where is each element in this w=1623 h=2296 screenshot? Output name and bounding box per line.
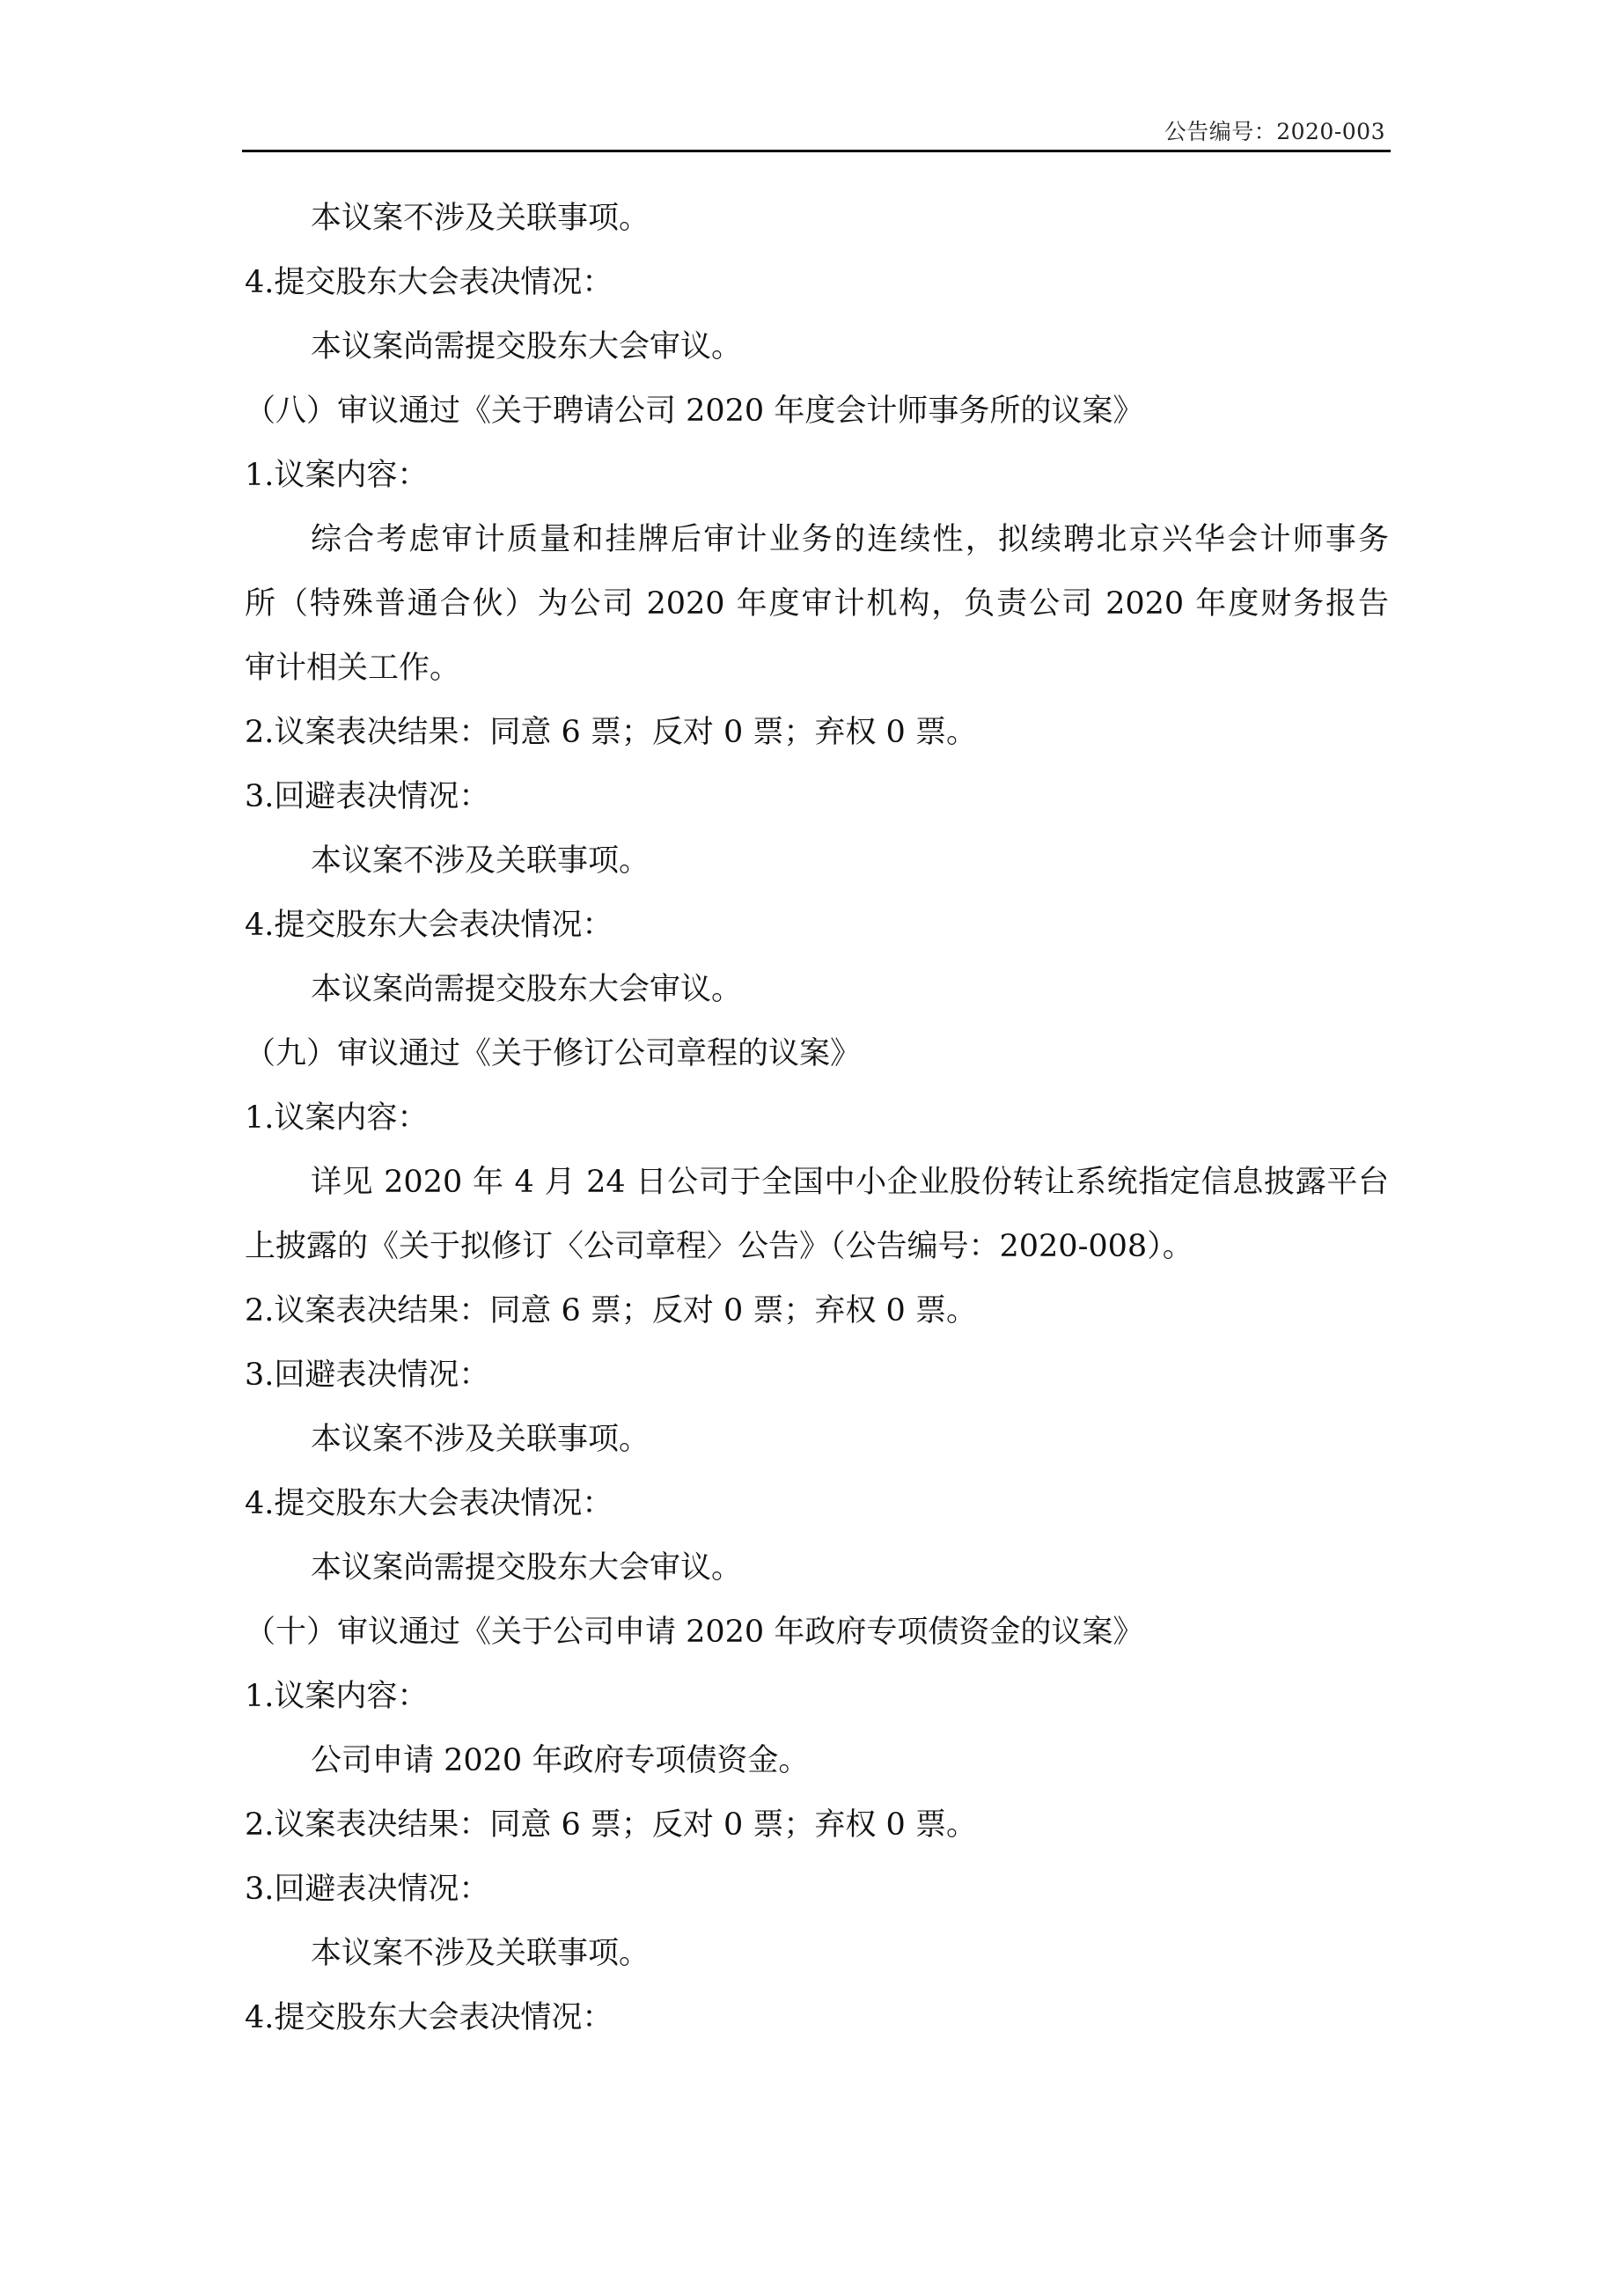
item-heading: 1.议案内容： [245,1100,429,1136]
section-heading: （九）审议通过《关于修订公司章程的议案》 [245,1036,862,1071]
text-line: 本议案尚需提交股东大会审议。 [311,329,743,364]
text-line: 详见 2020 年 4 月 24 日公司于全国中小企业股份转让系统指定信息披露平台 [311,1165,1389,1200]
vote-result: 2.议案表决结果：同意 6 票；反对 0 票；弃权 0 票。 [245,715,977,750]
item-heading: 3.回避表决情况： [245,1872,490,1907]
text-line: 本议案不涉及关联事项。 [311,1422,650,1457]
text-line: 本议案不涉及关联事项。 [311,1936,650,1971]
text-line: 公司申请 2020 年政府专项债资金。 [311,1743,810,1778]
item-heading: 4.提交股东大会表决情况： [245,1486,613,1521]
item-heading: 4.提交股东大会表决情况： [245,2000,613,2035]
item-heading: 4.提交股东大会表决情况： [245,265,613,300]
text-line: 上披露的《关于拟修订〈公司章程〉公告》（公告编号：2020-008）。 [245,1229,1193,1264]
paragraph [245,1151,1389,1279]
vote-result: 2.议案表决结果：同意 6 票；反对 0 票；弃权 0 票。 [245,1293,977,1328]
announcement-number: 公告编号：2020-003 [1164,119,1385,144]
section-heading: （十）审议通过《关于公司申请 2020 年政府专项债资金的议案》 [245,1615,1144,1650]
item-heading: 1.议案内容： [245,458,429,493]
text-line: 本议案不涉及关联事项。 [311,843,650,879]
text-line: 本议案尚需提交股东大会审议。 [311,1550,743,1586]
header-divider [242,150,1391,152]
item-heading: 3.回避表决情况： [245,779,490,814]
item-heading: 1.议案内容： [245,1679,429,1714]
text-line: 本议案不涉及关联事项。 [311,201,650,236]
item-heading: 3.回避表决情况： [245,1358,490,1393]
text-line: 审计相关工作。 [245,651,461,686]
paragraph [245,508,1389,701]
text-line: 综合考虑审计质量和挂牌后审计业务的连续性，拟续聘北京兴华会计师事务 [311,522,1389,557]
document-body [245,187,1389,2050]
section-heading: （八）审议通过《关于聘请公司 2020 年度会计师事务所的议案》 [245,394,1144,429]
text-line: 本议案尚需提交股东大会审议。 [311,972,743,1007]
vote-result: 2.议案表决结果：同意 6 票；反对 0 票；弃权 0 票。 [245,1807,977,1843]
item-heading: 4.提交股东大会表决情况： [245,908,613,943]
text-line: 所（特殊普通合伙）为公司 2020 年度审计机构，负责公司 2020 年度财务报告 [245,586,1389,622]
